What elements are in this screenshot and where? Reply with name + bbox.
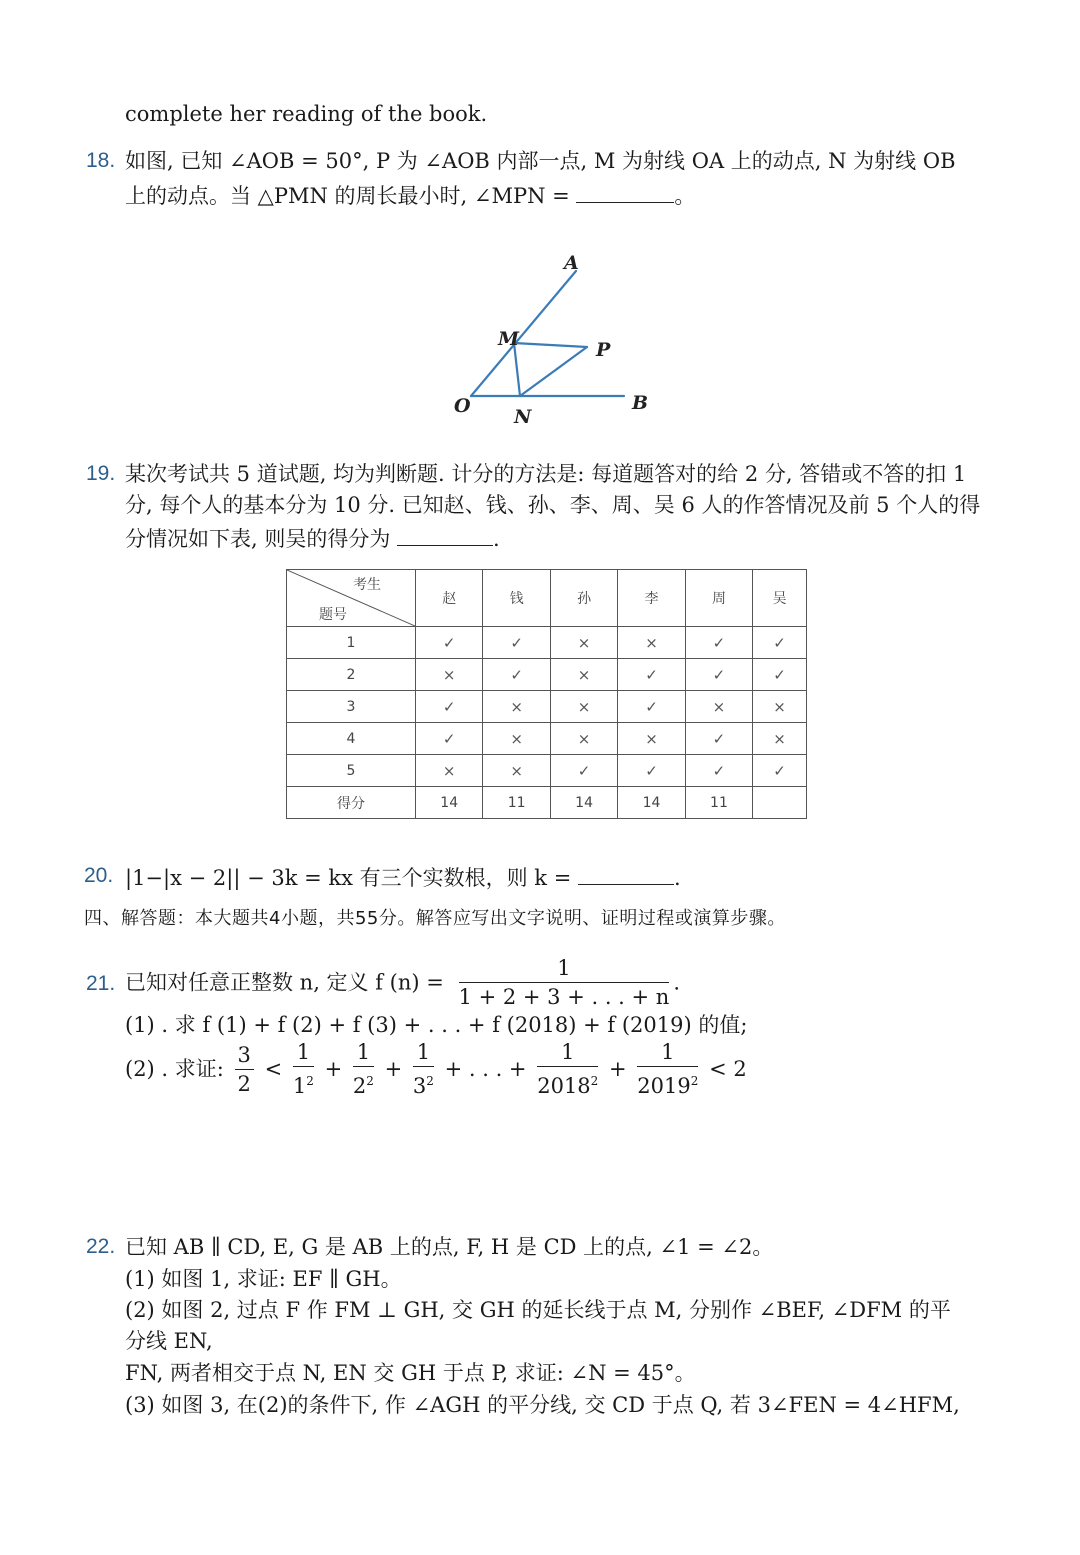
table-row	[287, 691, 807, 723]
score-cell: 14	[550, 787, 617, 819]
question-22-line-5: FN, 两者相交于点 N, EN 交 GH 于点 P, 求证: ∠N = 45°。	[125, 1361, 696, 1385]
mark-cell: ✓	[753, 659, 807, 691]
mark-cell: ×	[753, 723, 807, 755]
question-22-line-6: (3) 如图 3, 在(2)的条件下, 作 ∠AGH 的平分线, 交 CD 于点 Q, 若 3∠FEN = 4∠HFM,	[125, 1393, 960, 1417]
inequality-term	[353, 1038, 374, 1100]
question-number-cell: 3	[287, 691, 416, 723]
question-number-cell: 1	[287, 627, 416, 659]
question-21-part-1: (1) . 求 f (1) + f (2) + f (3) + . . . + f (2018) + f (2019) 的值;	[125, 1013, 748, 1037]
mark-cell: ×	[483, 755, 550, 787]
question-22-line-3: (2) 如图 2, 过点 F 作 FM ⊥ GH, 交 GH 的延长线于点 M, 分别作 ∠BEF, ∠DFM 的平	[125, 1298, 951, 1322]
mark-cell: ✓	[483, 627, 550, 659]
table-row	[287, 627, 807, 659]
table-row	[287, 723, 807, 755]
question-18-line-1: 如图, 已知 ∠AOB = 50°, P 为 ∠AOB 内部一点, M 为射线 OA 上的动点, N 为射线 OB	[125, 149, 956, 173]
term-top: 1	[413, 1038, 434, 1067]
mark-cell: ×	[618, 723, 685, 755]
ray-oa	[471, 271, 576, 396]
term-bottom	[637, 1067, 698, 1100]
mark-cell: ✓	[550, 755, 617, 787]
mark-cell: ✓	[685, 755, 752, 787]
answer-blank-20[interactable]	[578, 862, 674, 885]
question-19-line-3	[125, 523, 500, 553]
mark-cell: ×	[550, 659, 617, 691]
mark-cell: ×	[483, 723, 550, 755]
question-20-line	[125, 862, 681, 892]
mark-cell: ✓	[416, 723, 483, 755]
inequality-term	[413, 1038, 434, 1100]
term-top: 1	[637, 1038, 698, 1067]
student-header: 孙	[550, 570, 617, 627]
mark-cell: ✓	[416, 691, 483, 723]
student-header: 钱	[483, 570, 550, 627]
answer-blank-18[interactable]	[576, 180, 674, 203]
question-19-line-3-end: .	[493, 527, 500, 551]
mark-cell: ×	[416, 755, 483, 787]
score-cell: 14	[416, 787, 483, 819]
question-21-part-2	[125, 1038, 747, 1100]
mark-cell: ✓	[685, 627, 752, 659]
term-base: 1	[292, 1074, 307, 1098]
mark-cell: ✓	[685, 659, 752, 691]
question-21-intro-text: 已知对任意正整数 n, 定义 f (n) =	[125, 970, 444, 995]
term-exponent: 2	[590, 1074, 599, 1088]
mark-cell: ×	[483, 691, 550, 723]
term-base: 2019	[637, 1074, 691, 1098]
term-exponent: 2	[306, 1074, 314, 1088]
student-header: 李	[618, 570, 685, 627]
question-18-line-2-text: 上的动点。当 △PMN 的周长最小时, ∠MPN =	[125, 184, 570, 208]
label-a: A	[564, 252, 579, 274]
score-cell	[753, 787, 807, 819]
inequality-term	[293, 1038, 314, 1100]
section-heading: 四、解答题：本大题共4小题，共55分。解答应写出文字说明、证明过程或演算步骤。	[84, 908, 786, 929]
table-row	[287, 659, 807, 691]
corner-bottom-label: 题号	[319, 607, 347, 623]
term-top: 1	[353, 1038, 374, 1067]
score-row	[287, 787, 807, 819]
segment-mn	[514, 343, 520, 396]
inequality-term	[537, 1038, 598, 1100]
mark-cell: ×	[753, 691, 807, 723]
mark-cell: ✓	[618, 659, 685, 691]
student-header: 吴	[753, 570, 807, 627]
label-p: P	[596, 339, 611, 361]
question-19-line-1: 某次考试共 5 道试题, 均为判断题. 计分的方法是: 每道题答对的给 2 分, 答错或不答的扣 1	[125, 462, 967, 486]
mark-cell: ×	[416, 659, 483, 691]
table-corner-cell	[287, 570, 416, 627]
answer-blank-19[interactable]	[397, 523, 493, 546]
question-21-intro-end: .	[673, 970, 681, 995]
fraction-denominator: 1 + 2 + 3 + . . . + n	[458, 985, 670, 1009]
mark-cell: ✓	[416, 627, 483, 659]
term-top: 3	[235, 1041, 254, 1070]
question-21-number: 21.	[86, 972, 116, 995]
question-19-line-3-text: 分情况如下表, 则吴的得分为	[125, 527, 391, 551]
term-bottom	[413, 1067, 434, 1100]
mark-cell: ×	[550, 627, 617, 659]
segment-pn	[520, 347, 587, 396]
term-exponent: 2	[426, 1074, 434, 1088]
term-bottom	[353, 1067, 374, 1100]
question-18-number: 18.	[86, 149, 116, 172]
term-top: 1	[293, 1038, 314, 1067]
question-22-line-4: 分线 EN,	[125, 1329, 213, 1353]
question-number-cell: 4	[287, 723, 416, 755]
inequality-term	[235, 1041, 254, 1098]
segment-mp	[514, 343, 587, 347]
corner-top-label: 考生	[353, 577, 381, 593]
question-22-line-1: 已知 AB ∥ CD, E, G 是 AB 上的点, F, H 是 CD 上的点, ∠1 = ∠2。	[125, 1235, 774, 1259]
term-exponent: 2	[366, 1074, 374, 1088]
mark-cell: ✓	[753, 755, 807, 787]
label-m: M	[498, 328, 520, 350]
term-top: 1	[537, 1038, 598, 1067]
question-number-cell: 2	[287, 659, 416, 691]
question-18-line-2	[125, 180, 695, 210]
less-than-two: < 2	[709, 1057, 747, 1081]
plus: +	[324, 1057, 343, 1081]
question-20-text: |1−|x − 2|| − 3k = kx 有三个实数根，则 k =	[125, 866, 572, 890]
score-cell: 14	[618, 787, 685, 819]
question-20-number: 20.	[84, 864, 114, 887]
part-2-label: (2) . 求证:	[125, 1057, 224, 1081]
mark-cell: ×	[550, 691, 617, 723]
score-cell: 11	[685, 787, 752, 819]
ellipsis: + . . . +	[444, 1057, 527, 1081]
question-22-number: 22.	[86, 1235, 116, 1258]
mark-cell: ×	[685, 691, 752, 723]
plus: +	[384, 1057, 403, 1081]
question-20-end: .	[674, 866, 681, 890]
label-n: N	[514, 406, 532, 428]
mark-cell: ✓	[753, 627, 807, 659]
less-than: <	[264, 1057, 283, 1081]
score-cell: 11	[483, 787, 550, 819]
question-18-line-2-end: 。	[674, 184, 696, 208]
student-header: 周	[685, 570, 752, 627]
mark-cell: ✓	[685, 723, 752, 755]
question-19-number: 19.	[86, 462, 116, 485]
table-row	[287, 755, 807, 787]
continued-text: complete her reading of the book.	[125, 102, 488, 126]
question-21-intro	[125, 954, 680, 1011]
label-b: B	[632, 392, 649, 414]
mark-cell: ×	[550, 723, 617, 755]
term-bottom: 2	[237, 1071, 251, 1096]
question-number-cell: 5	[287, 755, 416, 787]
mark-cell: ✓	[618, 755, 685, 787]
mark-cell: ×	[618, 627, 685, 659]
label-o: O	[454, 395, 471, 417]
term-exponent: 2	[690, 1074, 699, 1088]
fraction-numerator: 1	[459, 954, 670, 983]
mark-cell: ✓	[483, 659, 550, 691]
definition-fraction	[459, 954, 670, 1011]
mark-cell: ✓	[618, 691, 685, 723]
inequality-term	[637, 1038, 698, 1100]
question-19-line-2: 分, 每个人的基本分为 10 分. 已知赵、钱、孙、李、周、吴 6 人的作答情况及前 5 个人的得	[125, 493, 981, 517]
geometry-figure	[440, 245, 670, 435]
score-label-cell: 得分	[287, 787, 416, 819]
term-base: 3	[412, 1074, 427, 1098]
question-22-line-2: (1) 如图 1, 求证: EF ∥ GH。	[125, 1267, 402, 1291]
term-base: 2	[352, 1074, 367, 1098]
term-base: 2018	[537, 1074, 591, 1098]
student-header: 赵	[416, 570, 483, 627]
table-header-row	[287, 570, 807, 627]
term-bottom	[293, 1067, 314, 1100]
answer-table	[286, 569, 807, 819]
term-bottom	[537, 1067, 598, 1100]
plus: +	[609, 1057, 627, 1081]
